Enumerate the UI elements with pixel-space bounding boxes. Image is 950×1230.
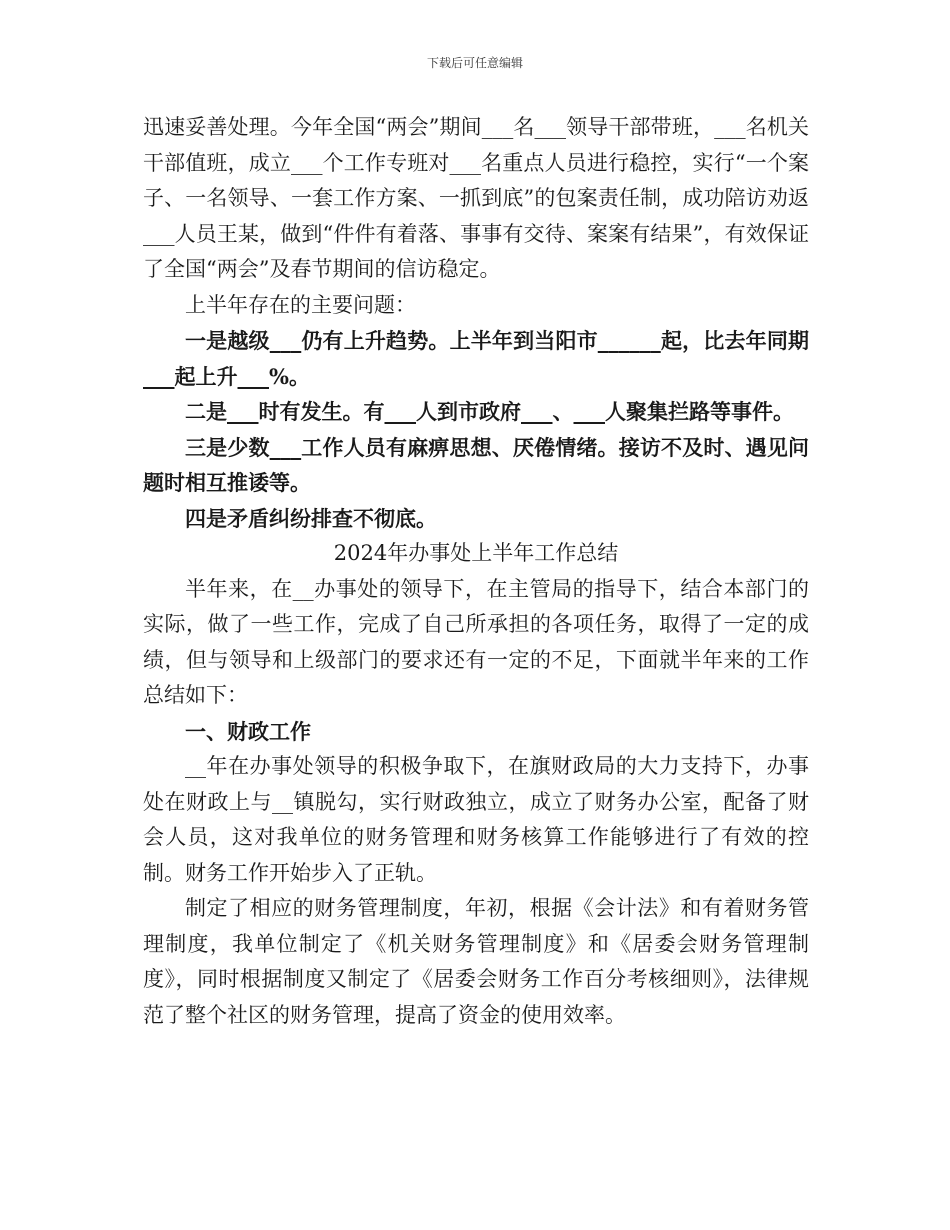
document-title: 2024年办事处上半年工作总结 (333, 541, 619, 565)
paragraph-problem-1: 一是越级___仍有上升趋势。上半年到当阳市______起，比去年同期___起上升___%。 (143, 328, 809, 389)
paragraph-problem-4: 四是矛盾纠纷排查不彻底。 (185, 505, 437, 531)
document-body (143, 110, 809, 1033)
paragraph-problem-3: 三是少数___工作人员有麻痹思想、厌倦情绪。接访不及时、遇见问题时相互推诿等。 (143, 434, 809, 495)
paragraph-finance-independence: __年在办事处领导的积极争取下，在旗财政局的大力支持下，办事处在财政上与__镇脱勾，实行财政独立，成立了财务办公室，配备了财会人员，这对我单位的财务管理和财务核算工作能够进行了有效的控制。财务工作开始步入了正轨。 (143, 754, 809, 885)
paragraph-problem-2: 二是___时有发生。有___人到市政府___、___人聚集拦路等事件。 (185, 399, 794, 424)
paragraph-problems-intro: 上半年存在的主要问题： (185, 292, 416, 317)
page-header: 下载后可任意编辑 (426, 56, 523, 70)
paragraph-finance-rules: 制定了相应的财务管理制度，年初，根据《会计法》和有着财务管理制度，我单位制定了《机关财务管理制度》和《居委会财务管理制度》，同时根据制度又制定了《居委会财务工作百分考核细则》，法律规范了整个社区的财务管理，提高了资金的使用效率。 (143, 896, 809, 1027)
section-heading-finance: 一、财政工作 (185, 718, 311, 744)
paragraph-petition-handling: 迅速妥善处理。今年全国“两会”期间___名___领导干部带班，___名机关干部值班，成立___个工作专班对___名重点人员进行稳控，实行“一个案子、一名领导、一套工作方案、一抓到底”的包案责任制，成功陪访劝返___人员王某，做到“件件有着落、事事有交待、案案有结果”，有效保证了全国“两会”及春节期间的信访稳定。 (143, 115, 809, 281)
paragraph-summary-intro: 半年来，在__办事处的领导下，在主管局的指导下，结合本部门的实际，做了一些工作，完成了自己所承担的各项任务，取得了一定的成绩，但与领导和上级部门的要求还有一定的不足，下面就半年来的工作总结如下： (143, 576, 809, 707)
